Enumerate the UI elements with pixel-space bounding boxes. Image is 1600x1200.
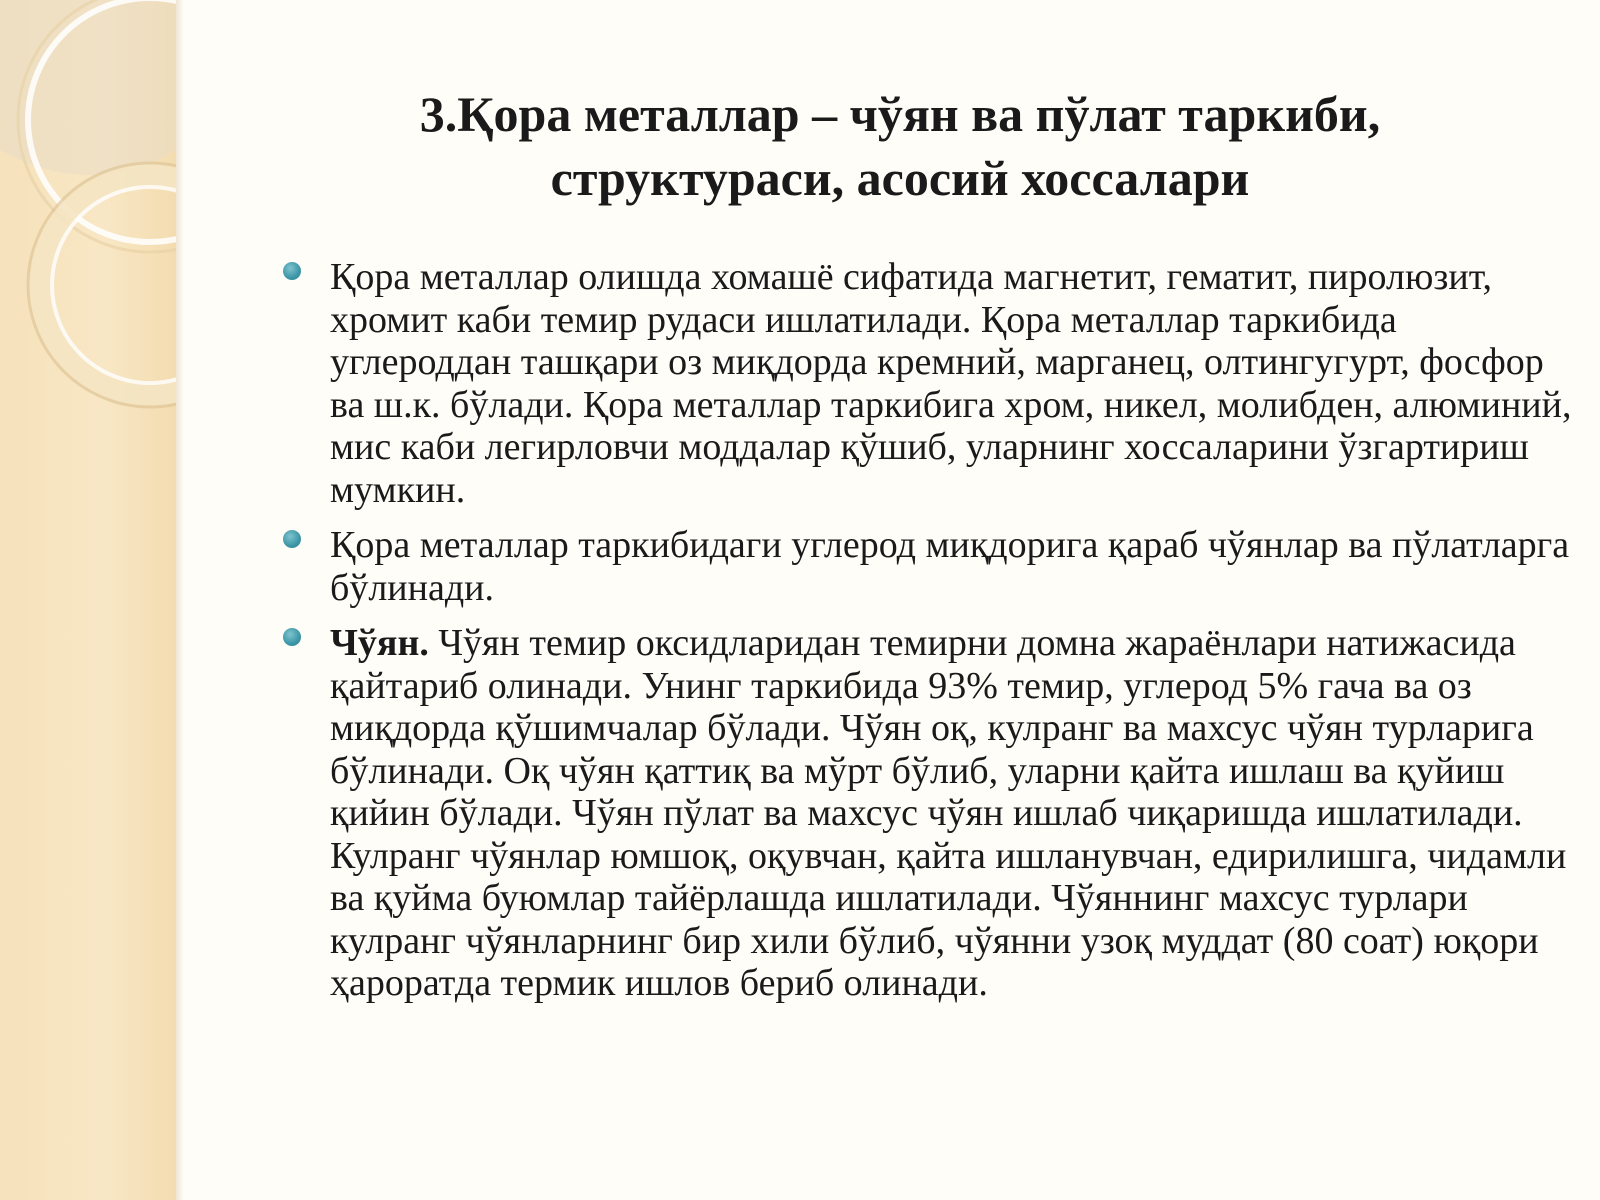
title-line-1: 3.Қора металлар – чўян ва пўлат таркиби, bbox=[419, 86, 1381, 142]
bullet-item-raw-materials bbox=[330, 256, 1580, 511]
slide-title bbox=[250, 82, 1550, 210]
bullet-item-classification bbox=[330, 524, 1580, 609]
bullet-dot-icon bbox=[283, 530, 301, 548]
band-edge-shadow bbox=[176, 0, 184, 1200]
bullet-dot-icon bbox=[283, 628, 301, 646]
bullet-text: Чўян темир оксидларидан темирни домна жараёнлари натижасида қайтариб олинади. Унинг таркибида 93% темир, углерод 5% гача ва оз миқдорда қўшимчалар бўлади. Чўян оқ, кулранг ва махсус чўян турларига бўлинади. Оқ чўян қаттиқ ва мўрт бўлиб, уларни қайта ишлаш ва қуйиш қийин бўлади. Чўян пўлат ва махсус чўян ишлаб чиқаришда ишлатилади. Кулранг чўянлар юмшоқ, оқувчан, қайта ишланувчан, едирилишга, чидамли ва қуйма буюмлар тайёрлашда ишлатилади. Чўяннинг махсус турлари кулранг чўянларнинг бир хили бўлиб, чўянни узоқ муддат (80 соат) юқори ҳароратда термик ишлов бериб олинади. bbox=[330, 622, 1567, 1004]
bullet-item-cast-iron bbox=[330, 622, 1580, 1005]
bullet-lead: Чўян. bbox=[330, 622, 429, 664]
bullet-list bbox=[330, 256, 1580, 1018]
decorative-side-band bbox=[0, 0, 176, 1200]
bullet-text: Қора металлар таркибидаги углерод миқдорига қараб чўянлар ва пўлатларга бўлинади. bbox=[330, 524, 1570, 609]
bullet-dot-icon bbox=[283, 262, 301, 280]
bullet-text: Қора металлар олишда хомашё сифатида магнетит, гематит, пиролюзит, хромит каби темир рудаси ишлатилади. Қора металлар таркибида углероддан ташқари оз миқдорда кремний, марганец, олтингугурт, фосфор ва ш.к. бўлади. Қора металлар таркибига хром, никел, молибден, алюминий, мис каби легирловчи моддалар қўшиб, уларнинг хоссаларини ўзгартириш мумкин. bbox=[330, 256, 1572, 511]
decorative-rings bbox=[0, 0, 176, 1200]
title-line-2: структураси, асосий хоссалари bbox=[550, 150, 1250, 206]
